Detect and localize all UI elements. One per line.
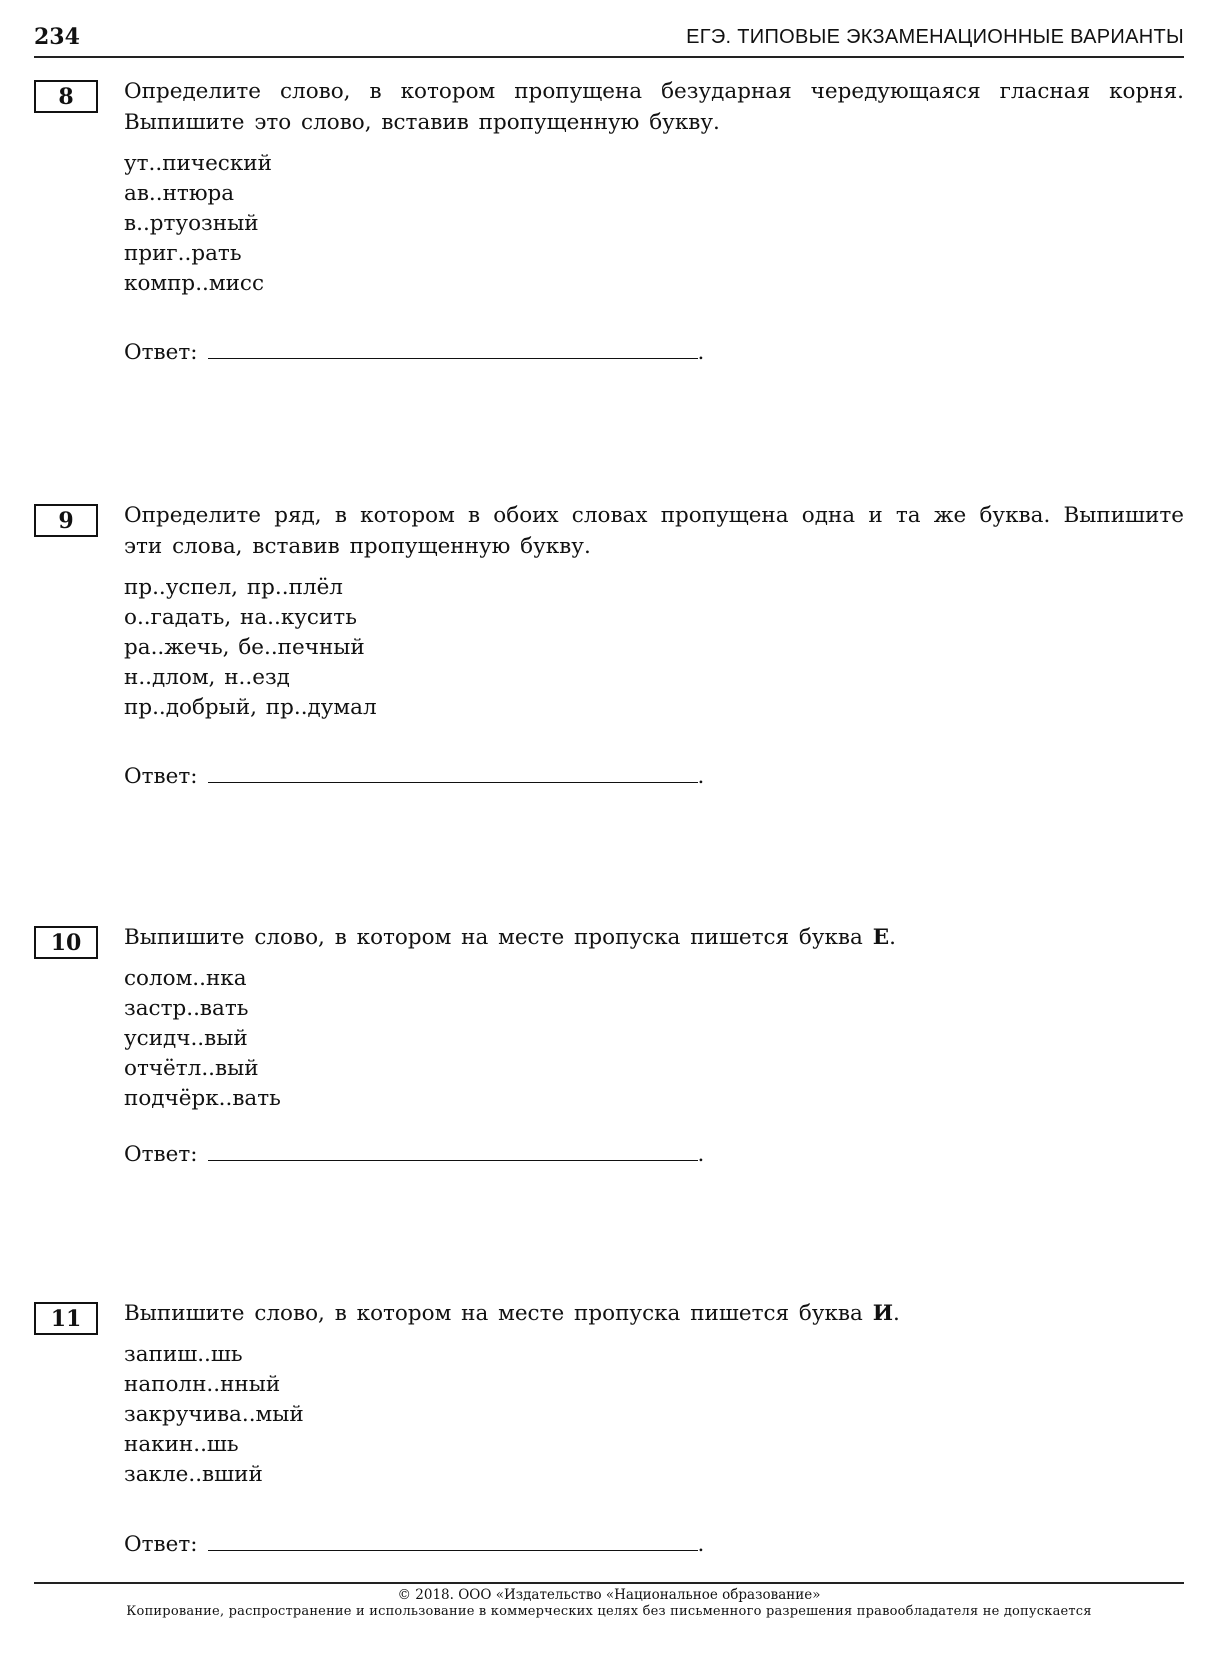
option-item: пр..добрый, пр..думал — [124, 695, 377, 720]
answer-label: Ответ: — [124, 764, 198, 789]
option-item: ав..нтюра — [124, 181, 235, 206]
option-item: закле..вший — [124, 1462, 263, 1487]
prompt-end: . — [889, 925, 896, 950]
task-content — [124, 1298, 1184, 1557]
option-item: запиш..шь — [124, 1342, 243, 1367]
task-number-box: 11 — [34, 1302, 98, 1335]
option-item: о..гадать, на..кусить — [124, 605, 357, 630]
answer-label: Ответ: — [124, 1142, 198, 1167]
copy-notice: Копирование, распространение и использование в коммерческих целях без письменного разрешения правообладателя не допускается — [126, 1604, 1092, 1619]
running-title: ЕГЭ. ТИПОВЫЕ ЭКЗАМЕНАЦИОННЫЕ ВАРИАНТЫ — [686, 26, 1184, 48]
options-list — [124, 149, 1184, 299]
option-item: отчётл..вый — [124, 1056, 259, 1081]
answer-period: . — [697, 1532, 705, 1557]
prompt-text: Выпишите слово, в котором на месте пропуска пишется буква — [124, 1301, 873, 1326]
copyright: © 2018. ООО «Издательство «Национальное образование» — [397, 1587, 821, 1603]
task-content — [124, 922, 1184, 1167]
answer-label: Ответ: — [124, 340, 198, 365]
answer-row — [124, 1530, 704, 1557]
answer-period: . — [697, 340, 705, 365]
page-number: 234 — [34, 24, 80, 50]
answer-period: . — [697, 1142, 705, 1167]
task-prompt — [124, 1298, 1184, 1329]
task-prompt: Определите ряд, в котором в обоих словах пропущена одна и та же буква. Выпишите эти слова, вставив пропущенную букву. — [124, 503, 1184, 559]
option-item: ра..жечь, бе..печный — [124, 635, 365, 660]
option-item: застр..вать — [124, 996, 249, 1021]
task-content — [124, 500, 1184, 789]
answer-row — [124, 1140, 704, 1167]
page-header — [34, 22, 1184, 58]
options-list — [124, 573, 1184, 723]
answer-field[interactable] — [208, 338, 698, 359]
option-item: ут..пический — [124, 151, 272, 176]
option-item: усидч..вый — [124, 1026, 248, 1051]
answer-row — [124, 762, 704, 789]
answer-period: . — [697, 764, 705, 789]
option-item: пр..успел, пр..плёл — [124, 575, 343, 600]
answer-row — [124, 338, 704, 365]
option-item: подчёрк..вать — [124, 1086, 281, 1111]
option-item: в..ртуозный — [124, 211, 259, 236]
answer-field[interactable] — [208, 1140, 698, 1161]
task-prompt — [124, 922, 1184, 953]
options-list — [124, 1340, 1184, 1490]
task-number-box: 9 — [34, 504, 98, 537]
option-item: приг..рать — [124, 241, 242, 266]
option-item: накин..шь — [124, 1432, 239, 1457]
answer-field[interactable] — [208, 1530, 698, 1551]
option-item: наполн..нный — [124, 1372, 281, 1397]
option-item: н..длом, н..езд — [124, 665, 290, 690]
prompt-letter: Е — [872, 925, 890, 950]
page-footer — [34, 1582, 1184, 1619]
task-number-box: 8 — [34, 80, 98, 113]
prompt-letter: И — [872, 1301, 894, 1326]
options-list — [124, 964, 1184, 1114]
option-item: компр..мисс — [124, 271, 265, 296]
option-item: закручива..мый — [124, 1402, 304, 1427]
prompt-end: . — [893, 1301, 900, 1326]
task-prompt: Определите слово, в котором пропущена безударная чередующаяся гласная корня. Выпишите это слово, вставив пропущенную букву. — [124, 79, 1184, 135]
answer-label: Ответ: — [124, 1532, 198, 1557]
task-number-box: 10 — [34, 926, 98, 959]
task-content — [124, 76, 1184, 365]
prompt-text: Выпишите слово, в котором на месте пропуска пишется буква — [124, 925, 873, 950]
answer-field[interactable] — [208, 762, 698, 783]
option-item: солом..нка — [124, 966, 247, 991]
